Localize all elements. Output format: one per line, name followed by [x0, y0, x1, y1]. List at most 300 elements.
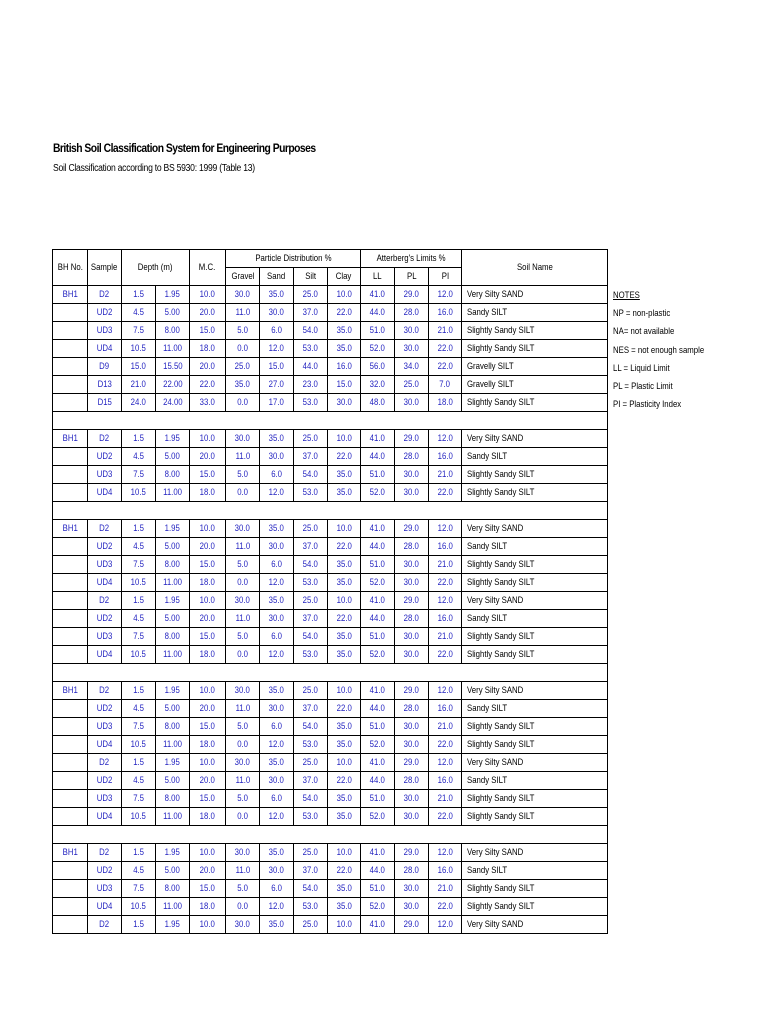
cell-pl: 29.0 [395, 844, 429, 862]
cell-sand: 35.0 [260, 592, 294, 610]
cell-clay: 22.0 [328, 304, 361, 322]
cell-pl: 29.0 [395, 916, 429, 934]
cell-sand: 27.0 [260, 376, 294, 394]
cell-ll: 51.0 [361, 718, 395, 736]
cell-bh-no [53, 700, 88, 718]
col-gravel: Gravel [226, 268, 260, 286]
cell-depth-to: 1.95 [156, 592, 190, 610]
cell-soil-name: Slightly Sandy SILT [462, 646, 608, 664]
col-silt: Silt [294, 268, 328, 286]
table-row [53, 880, 608, 898]
group-spacer-row [53, 502, 608, 520]
cell-soil-name: Very Silty SAND [462, 754, 608, 772]
cell-sample: UD2 [88, 448, 122, 466]
cell-depth-from: 24.0 [122, 394, 156, 412]
cell-depth-to: 11.00 [156, 898, 190, 916]
cell-pl: 30.0 [395, 718, 429, 736]
cell-pi: 18.0 [429, 394, 462, 412]
cell-clay: 10.0 [328, 916, 361, 934]
table-row [53, 862, 608, 880]
cell-silt: 25.0 [294, 286, 328, 304]
cell-depth-from: 10.5 [122, 574, 156, 592]
cell-depth-to: 8.00 [156, 322, 190, 340]
cell-mc: 20.0 [190, 448, 226, 466]
cell-depth-from: 1.5 [122, 844, 156, 862]
cell-depth-to: 8.00 [156, 790, 190, 808]
cell-gravel: 0.0 [226, 808, 260, 826]
col-sand: Sand [260, 268, 294, 286]
cell-mc: 18.0 [190, 736, 226, 754]
cell-pi: 22.0 [429, 340, 462, 358]
cell-mc: 18.0 [190, 484, 226, 502]
cell-depth-to: 8.00 [156, 466, 190, 484]
cell-ll: 44.0 [361, 538, 395, 556]
cell-sample: D2 [88, 430, 122, 448]
cell-silt: 54.0 [294, 322, 328, 340]
cell-soil-name: Slightly Sandy SILT [462, 466, 608, 484]
cell-depth-from: 10.5 [122, 484, 156, 502]
cell-clay: 22.0 [328, 772, 361, 790]
cell-pl: 30.0 [395, 556, 429, 574]
cell-sand: 12.0 [260, 736, 294, 754]
cell-soil-name: Very Silty SAND [462, 682, 608, 700]
group-spacer-row [53, 412, 608, 430]
cell-sample: UD4 [88, 898, 122, 916]
cell-gravel: 30.0 [226, 520, 260, 538]
cell-depth-to: 1.95 [156, 682, 190, 700]
cell-clay: 35.0 [328, 484, 361, 502]
cell-bh-no: BH1 [53, 844, 88, 862]
cell-pl: 29.0 [395, 754, 429, 772]
cell-mc: 10.0 [190, 430, 226, 448]
col-soil-name: Soil Name [462, 250, 608, 286]
cell-sample: UD2 [88, 538, 122, 556]
cell-ll: 51.0 [361, 466, 395, 484]
cell-gravel: 11.0 [226, 538, 260, 556]
cell-silt: 25.0 [294, 754, 328, 772]
table-row [53, 340, 608, 358]
cell-pl: 30.0 [395, 628, 429, 646]
cell-depth-to: 24.00 [156, 394, 190, 412]
cell-soil-name: Sandy SILT [462, 304, 608, 322]
cell-depth-from: 15.0 [122, 358, 156, 376]
cell-pi: 21.0 [429, 556, 462, 574]
cell-ll: 51.0 [361, 628, 395, 646]
cell-depth-to: 1.95 [156, 916, 190, 934]
cell-mc: 33.0 [190, 394, 226, 412]
cell-bh-no [53, 718, 88, 736]
cell-sand: 30.0 [260, 610, 294, 628]
cell-sample: UD3 [88, 322, 122, 340]
cell-gravel: 0.0 [226, 394, 260, 412]
cell-bh-no: BH1 [53, 286, 88, 304]
cell-sample: UD4 [88, 574, 122, 592]
cell-soil-name: Slightly Sandy SILT [462, 556, 608, 574]
cell-mc: 18.0 [190, 808, 226, 826]
col-sample: Sample [88, 250, 122, 286]
cell-pi: 12.0 [429, 844, 462, 862]
col-mc: M.C. [190, 250, 226, 286]
table-row [53, 376, 608, 394]
cell-mc: 22.0 [190, 376, 226, 394]
cell-sample: UD2 [88, 610, 122, 628]
cell-mc: 20.0 [190, 772, 226, 790]
cell-sample: UD2 [88, 772, 122, 790]
cell-sand: 30.0 [260, 538, 294, 556]
cell-bh-no [53, 448, 88, 466]
cell-clay: 35.0 [328, 556, 361, 574]
cell-ll: 51.0 [361, 322, 395, 340]
cell-sand: 6.0 [260, 790, 294, 808]
cell-pi: 16.0 [429, 700, 462, 718]
cell-gravel: 0.0 [226, 736, 260, 754]
cell-sample: D9 [88, 358, 122, 376]
cell-ll: 44.0 [361, 772, 395, 790]
cell-pl: 30.0 [395, 898, 429, 916]
group-spacer-row [53, 664, 608, 682]
table-row [53, 520, 608, 538]
cell-depth-from: 4.5 [122, 700, 156, 718]
table-row [53, 628, 608, 646]
cell-mc: 10.0 [190, 754, 226, 772]
cell-sample: D15 [88, 394, 122, 412]
cell-depth-to: 5.00 [156, 700, 190, 718]
cell-clay: 10.0 [328, 754, 361, 772]
cell-gravel: 0.0 [226, 340, 260, 358]
cell-sand: 12.0 [260, 646, 294, 664]
cell-gravel: 0.0 [226, 484, 260, 502]
cell-sample: D2 [88, 520, 122, 538]
cell-soil-name: Sandy SILT [462, 448, 608, 466]
cell-bh-no [53, 304, 88, 322]
cell-ll: 44.0 [361, 610, 395, 628]
cell-ll: 41.0 [361, 682, 395, 700]
cell-soil-name: Sandy SILT [462, 610, 608, 628]
cell-pi: 12.0 [429, 592, 462, 610]
cell-clay: 10.0 [328, 430, 361, 448]
cell-mc: 10.0 [190, 520, 226, 538]
col-depth: Depth (m) [122, 250, 190, 286]
cell-pi: 16.0 [429, 862, 462, 880]
cell-silt: 53.0 [294, 898, 328, 916]
cell-gravel: 11.0 [226, 700, 260, 718]
cell-silt: 23.0 [294, 376, 328, 394]
cell-gravel: 30.0 [226, 682, 260, 700]
cell-bh-no [53, 574, 88, 592]
table-row [53, 844, 608, 862]
cell-sand: 35.0 [260, 754, 294, 772]
cell-sample: D2 [88, 682, 122, 700]
cell-ll: 51.0 [361, 880, 395, 898]
cell-depth-from: 10.5 [122, 340, 156, 358]
cell-sand: 35.0 [260, 286, 294, 304]
note-ll: LL = Liquid Limit [613, 362, 670, 374]
cell-soil-name: Very Silty SAND [462, 844, 608, 862]
cell-depth-to: 22.00 [156, 376, 190, 394]
cell-depth-from: 1.5 [122, 286, 156, 304]
cell-clay: 35.0 [328, 718, 361, 736]
cell-soil-name: Slightly Sandy SILT [462, 574, 608, 592]
cell-depth-from: 7.5 [122, 718, 156, 736]
cell-bh-no [53, 646, 88, 664]
cell-gravel: 5.0 [226, 790, 260, 808]
cell-sand: 30.0 [260, 862, 294, 880]
table-row [53, 322, 608, 340]
table-row [53, 448, 608, 466]
cell-pl: 30.0 [395, 646, 429, 664]
cell-pl: 30.0 [395, 484, 429, 502]
cell-pl: 30.0 [395, 736, 429, 754]
cell-ll: 44.0 [361, 700, 395, 718]
table-row [53, 808, 608, 826]
cell-bh-no [53, 556, 88, 574]
cell-mc: 15.0 [190, 628, 226, 646]
cell-pi: 22.0 [429, 808, 462, 826]
page-title: British Soil Classification System for Engineering Purposes [53, 141, 316, 155]
col-bh-no: BH No. [53, 250, 88, 286]
cell-silt: 25.0 [294, 682, 328, 700]
cell-sample: D2 [88, 592, 122, 610]
cell-pi: 21.0 [429, 628, 462, 646]
cell-pi: 7.0 [429, 376, 462, 394]
cell-mc: 10.0 [190, 682, 226, 700]
cell-mc: 20.0 [190, 862, 226, 880]
cell-gravel: 5.0 [226, 322, 260, 340]
cell-silt: 54.0 [294, 880, 328, 898]
cell-soil-name: Slightly Sandy SILT [462, 718, 608, 736]
cell-pl: 34.0 [395, 358, 429, 376]
cell-bh-no: BH1 [53, 682, 88, 700]
cell-gravel: 30.0 [226, 286, 260, 304]
cell-pi: 22.0 [429, 646, 462, 664]
cell-mc: 20.0 [190, 610, 226, 628]
cell-sand: 6.0 [260, 718, 294, 736]
cell-clay: 35.0 [328, 898, 361, 916]
table-row [53, 646, 608, 664]
cell-clay: 15.0 [328, 376, 361, 394]
cell-pi: 21.0 [429, 466, 462, 484]
table-row [53, 430, 608, 448]
col-clay: Clay [328, 268, 361, 286]
cell-depth-to: 1.95 [156, 844, 190, 862]
cell-pl: 29.0 [395, 682, 429, 700]
cell-bh-no [53, 736, 88, 754]
cell-sand: 12.0 [260, 574, 294, 592]
cell-sand: 30.0 [260, 700, 294, 718]
cell-sample: D13 [88, 376, 122, 394]
table-row [53, 718, 608, 736]
cell-soil-name: Very Silty SAND [462, 520, 608, 538]
cell-clay: 35.0 [328, 628, 361, 646]
cell-pl: 25.0 [395, 376, 429, 394]
cell-mc: 20.0 [190, 358, 226, 376]
cell-mc: 10.0 [190, 844, 226, 862]
cell-depth-from: 10.5 [122, 736, 156, 754]
cell-sand: 6.0 [260, 556, 294, 574]
cell-ll: 52.0 [361, 898, 395, 916]
cell-soil-name: Slightly Sandy SILT [462, 628, 608, 646]
cell-sand: 12.0 [260, 898, 294, 916]
cell-pi: 22.0 [429, 898, 462, 916]
cell-pl: 30.0 [395, 466, 429, 484]
cell-mc: 20.0 [190, 304, 226, 322]
cell-silt: 54.0 [294, 718, 328, 736]
cell-mc: 18.0 [190, 898, 226, 916]
cell-sample: UD3 [88, 790, 122, 808]
cell-depth-to: 11.00 [156, 646, 190, 664]
soil-classification-table [52, 249, 608, 934]
cell-silt: 37.0 [294, 700, 328, 718]
cell-sand: 30.0 [260, 772, 294, 790]
cell-depth-from: 10.5 [122, 646, 156, 664]
cell-depth-from: 21.0 [122, 376, 156, 394]
cell-mc: 10.0 [190, 592, 226, 610]
cell-gravel: 11.0 [226, 448, 260, 466]
cell-sand: 35.0 [260, 682, 294, 700]
table-row [53, 700, 608, 718]
header-row-1 [53, 250, 608, 268]
cell-bh-no [53, 592, 88, 610]
cell-ll: 44.0 [361, 862, 395, 880]
cell-silt: 37.0 [294, 610, 328, 628]
cell-depth-to: 11.00 [156, 736, 190, 754]
cell-clay: 10.0 [328, 286, 361, 304]
cell-pi: 12.0 [429, 520, 462, 538]
table-row [53, 466, 608, 484]
cell-sample: UD4 [88, 484, 122, 502]
cell-ll: 52.0 [361, 484, 395, 502]
cell-gravel: 5.0 [226, 628, 260, 646]
note-nes: NES = not enough sample [613, 344, 705, 356]
cell-pi: 16.0 [429, 304, 462, 322]
cell-soil-name: Sandy SILT [462, 538, 608, 556]
cell-depth-to: 1.95 [156, 754, 190, 772]
cell-sample: D2 [88, 916, 122, 934]
cell-soil-name: Slightly Sandy SILT [462, 322, 608, 340]
cell-clay: 35.0 [328, 880, 361, 898]
cell-sample: D2 [88, 754, 122, 772]
cell-depth-from: 1.5 [122, 682, 156, 700]
notes-heading: NOTES [613, 290, 640, 301]
cell-silt: 53.0 [294, 394, 328, 412]
cell-pl: 29.0 [395, 286, 429, 304]
cell-pl: 28.0 [395, 304, 429, 322]
table-row [53, 304, 608, 322]
table-row [53, 754, 608, 772]
cell-depth-from: 7.5 [122, 556, 156, 574]
cell-sand: 12.0 [260, 808, 294, 826]
cell-pl: 30.0 [395, 808, 429, 826]
cell-pl: 29.0 [395, 430, 429, 448]
cell-ll: 44.0 [361, 448, 395, 466]
cell-depth-from: 7.5 [122, 790, 156, 808]
cell-mc: 15.0 [190, 880, 226, 898]
cell-ll: 41.0 [361, 754, 395, 772]
cell-bh-no [53, 790, 88, 808]
cell-mc: 18.0 [190, 340, 226, 358]
cell-bh-no [53, 916, 88, 934]
cell-ll: 52.0 [361, 808, 395, 826]
cell-mc: 15.0 [190, 322, 226, 340]
cell-mc: 20.0 [190, 538, 226, 556]
table-row [53, 538, 608, 556]
cell-sand: 30.0 [260, 304, 294, 322]
cell-silt: 37.0 [294, 304, 328, 322]
cell-clay: 35.0 [328, 466, 361, 484]
cell-soil-name: Slightly Sandy SILT [462, 340, 608, 358]
cell-soil-name: Very Silty SAND [462, 916, 608, 934]
cell-silt: 54.0 [294, 466, 328, 484]
cell-gravel: 11.0 [226, 304, 260, 322]
cell-silt: 54.0 [294, 556, 328, 574]
cell-sample: UD2 [88, 700, 122, 718]
cell-pl: 30.0 [395, 322, 429, 340]
cell-silt: 53.0 [294, 646, 328, 664]
cell-depth-from: 1.5 [122, 754, 156, 772]
cell-bh-no [53, 898, 88, 916]
cell-pi: 12.0 [429, 916, 462, 934]
cell-bh-no [53, 466, 88, 484]
cell-clay: 35.0 [328, 790, 361, 808]
cell-silt: 25.0 [294, 430, 328, 448]
cell-mc: 15.0 [190, 718, 226, 736]
cell-ll: 56.0 [361, 358, 395, 376]
cell-depth-to: 1.95 [156, 520, 190, 538]
cell-ll: 41.0 [361, 520, 395, 538]
cell-sample: UD3 [88, 466, 122, 484]
note-np: NP = non-plastic [613, 308, 671, 320]
cell-ll: 52.0 [361, 574, 395, 592]
cell-sand: 6.0 [260, 880, 294, 898]
cell-pi: 16.0 [429, 610, 462, 628]
cell-silt: 54.0 [294, 628, 328, 646]
cell-bh-no [53, 862, 88, 880]
cell-silt: 53.0 [294, 574, 328, 592]
cell-depth-from: 4.5 [122, 862, 156, 880]
cell-sand: 6.0 [260, 322, 294, 340]
cell-mc: 15.0 [190, 466, 226, 484]
cell-gravel: 30.0 [226, 592, 260, 610]
cell-ll: 41.0 [361, 844, 395, 862]
cell-ll: 52.0 [361, 340, 395, 358]
cell-depth-to: 5.00 [156, 448, 190, 466]
cell-depth-to: 8.00 [156, 880, 190, 898]
cell-depth-from: 1.5 [122, 520, 156, 538]
cell-silt: 37.0 [294, 538, 328, 556]
cell-silt: 37.0 [294, 772, 328, 790]
table-row [53, 556, 608, 574]
cell-depth-to: 1.95 [156, 286, 190, 304]
cell-depth-to: 11.00 [156, 808, 190, 826]
cell-bh-no [53, 340, 88, 358]
cell-soil-name: Gravelly SILT [462, 376, 608, 394]
cell-pi: 22.0 [429, 574, 462, 592]
cell-silt: 25.0 [294, 844, 328, 862]
cell-depth-to: 5.00 [156, 772, 190, 790]
cell-sand: 6.0 [260, 466, 294, 484]
cell-sample: UD3 [88, 718, 122, 736]
cell-sand: 35.0 [260, 520, 294, 538]
cell-soil-name: Very Silty SAND [462, 286, 608, 304]
cell-clay: 22.0 [328, 448, 361, 466]
cell-sample: UD2 [88, 862, 122, 880]
cell-pl: 30.0 [395, 880, 429, 898]
cell-silt: 53.0 [294, 808, 328, 826]
cell-mc: 10.0 [190, 916, 226, 934]
cell-bh-no [53, 538, 88, 556]
cell-soil-name: Very Silty SAND [462, 592, 608, 610]
cell-ll: 41.0 [361, 430, 395, 448]
